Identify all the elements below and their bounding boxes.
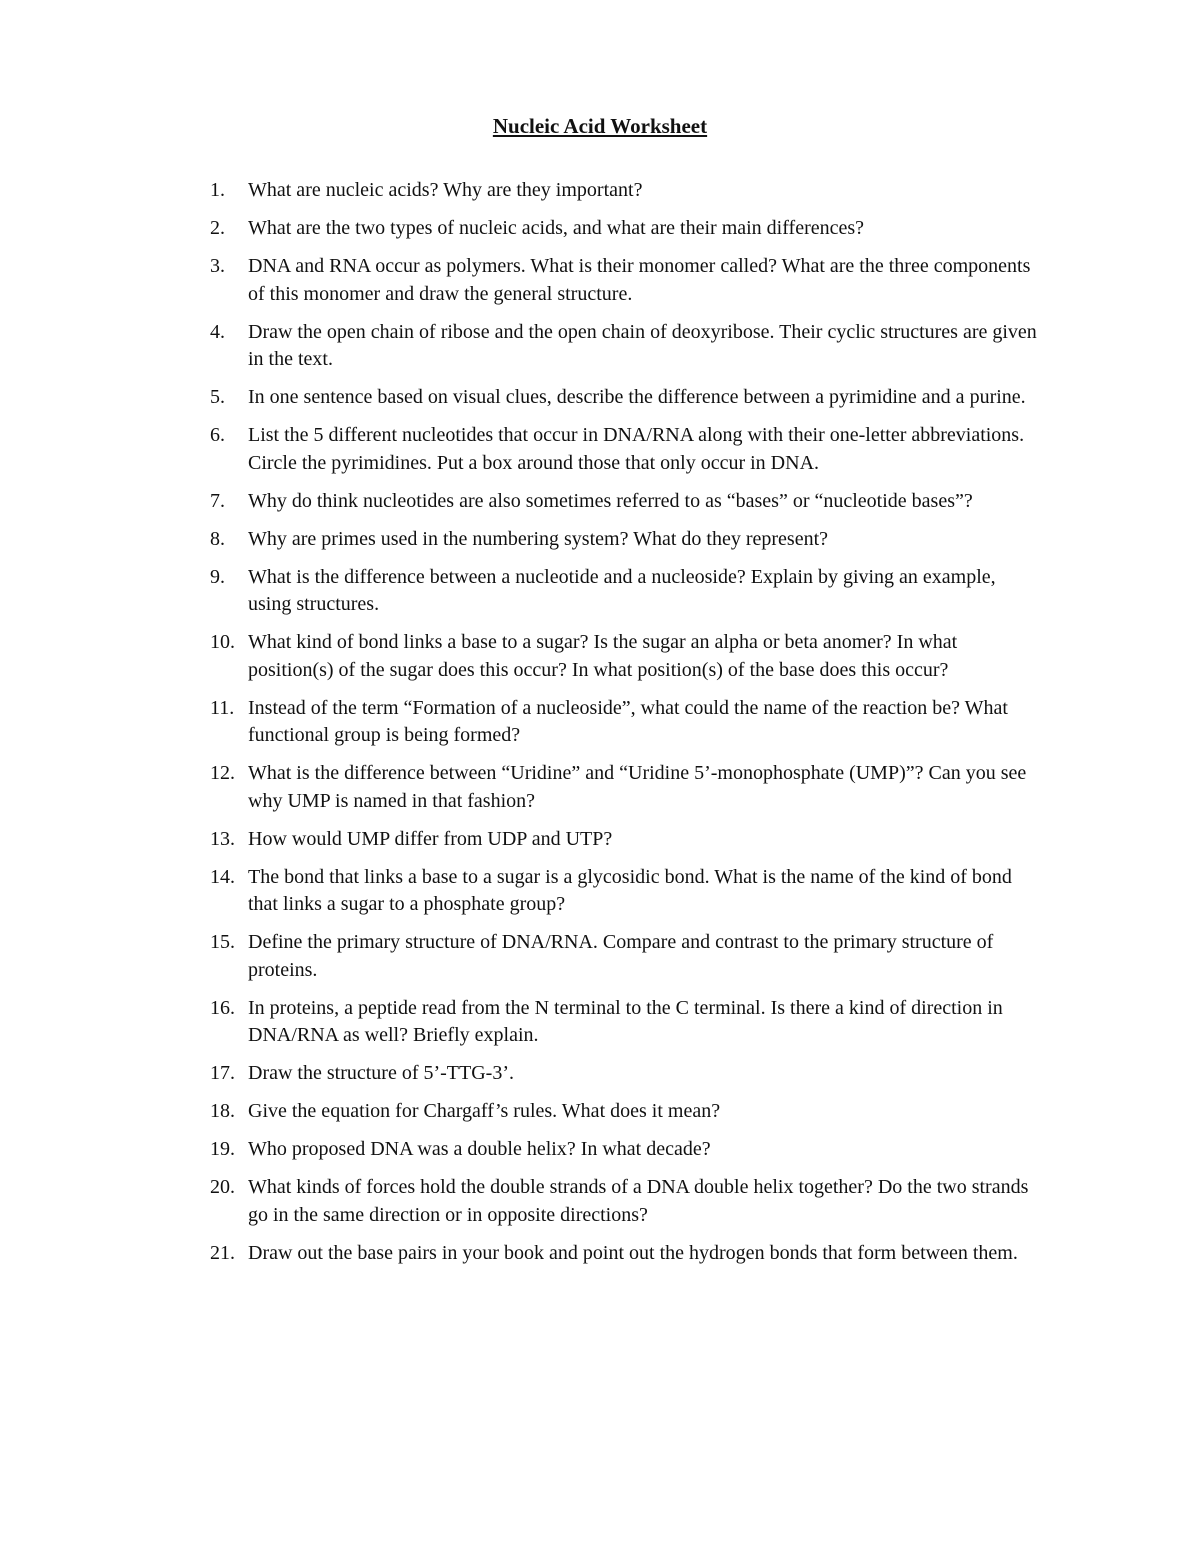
question-text: Instead of the term “Formation of a nucleoside”, what could the name of the reaction be? What functional group is being formed? [248, 696, 1008, 746]
question-number: 2. [210, 217, 225, 239]
question-item [210, 929, 1040, 984]
question-number: 3. [210, 255, 225, 277]
question-text: List the 5 different nucleotides that occur in DNA/RNA along with their one-letter abbreviations. Circle the pyrimidines. Put a box around those that only occur in DNA. [248, 424, 1025, 474]
question-text: In proteins, a peptide read from the N terminal to the C terminal. Is there a kind of direction in DNA/RNA as well? Briefly explain. [248, 996, 1003, 1046]
question-text: Why are primes used in the numbering system? What do they represent? [248, 527, 829, 550]
question-item [210, 1174, 1040, 1229]
question-item [210, 526, 1040, 554]
question-text: Draw the open chain of ribose and the open chain of deoxyribose. Their cyclic structures are given in the text. [248, 320, 1037, 370]
question-text: What kinds of forces hold the double strands of a DNA double helix together? Do the two strands go in the same direction or in opposite directions? [248, 1176, 1029, 1226]
question-item [210, 564, 1040, 619]
question-number: 7. [210, 489, 225, 512]
question-item [210, 1060, 1040, 1088]
question-item [210, 488, 1040, 516]
question-item [210, 864, 1040, 919]
question-number: 18. [210, 1100, 235, 1122]
question-item [210, 1240, 1040, 1268]
question-text: Why do think nucleotides are also sometimes referred to as “bases” or “nucleotide bases”? [248, 489, 973, 512]
question-text: Who proposed DNA was a double helix? In what decade? [248, 1138, 711, 1160]
question-text: The bond that links a base to a sugar is a glycosidic bond. What is the name of the kind of bond that links a sugar to a phosphate group? [248, 865, 1012, 915]
question-number: 4. [210, 320, 225, 343]
document-title: Nucleic Acid Worksheet [492, 114, 708, 138]
question-number: 21. [210, 1241, 235, 1264]
question-text: What are the two types of nucleic acids, and what are their main differences? [248, 217, 865, 239]
question-number: 12. [210, 762, 235, 784]
question-number: 20. [210, 1176, 235, 1198]
question-number: 15. [210, 931, 235, 953]
question-number: 9. [210, 565, 225, 588]
question-item [210, 1098, 1040, 1126]
question-text: In one sentence based on visual clues, describe the difference between a pyrimidine and a purine. [248, 386, 1026, 408]
question-number: 10. [210, 631, 235, 653]
question-text: What is the difference between a nucleotide and a nucleoside? Explain by giving an example, using structures. [248, 565, 996, 615]
question-item [210, 629, 1040, 684]
question-text: Define the primary structure of DNA/RNA. Compare and contrast to the primary structure of proteins. [248, 931, 994, 981]
question-text: What kind of bond links a base to a sugar? Is the sugar an alpha or beta anomer? In what position(s) of the sugar does this occur? In what position(s) of the base does this occur? [248, 631, 958, 681]
question-text: What are nucleic acids? Why are they important? [248, 179, 643, 201]
question-item [210, 422, 1040, 477]
question-text: Draw the structure of 5’-TTG-3’. [248, 1062, 515, 1084]
question-number: 17. [210, 1062, 235, 1084]
question-item [210, 177, 1040, 205]
question-item [210, 695, 1040, 750]
question-text: Give the equation for Chargaff’s rules. What does it mean? [248, 1100, 721, 1122]
question-text: Draw out the base pairs in your book and point out the hydrogen bonds that form between them. [248, 1241, 1018, 1264]
question-number: 1. [210, 179, 225, 201]
question-number: 6. [210, 424, 225, 446]
question-number: 19. [210, 1138, 235, 1160]
question-item [210, 215, 1040, 243]
question-number: 5. [210, 386, 225, 408]
question-text: How would UMP differ from UDP and UTP? [248, 827, 613, 850]
question-item [210, 995, 1040, 1050]
question-number: 14. [210, 865, 235, 888]
question-item [210, 1136, 1040, 1164]
question-number: 8. [210, 527, 225, 550]
question-list [210, 177, 1040, 1278]
question-item [210, 384, 1040, 412]
question-item [210, 826, 1040, 854]
question-item [210, 760, 1040, 815]
question-text: DNA and RNA occur as polymers. What is their monomer called? What are the three components of this monomer and draw the general structure. [248, 255, 1031, 305]
question-text: What is the difference between “Uridine” and “Uridine 5’-monophosphate (UMP)”? Can you see why UMP is named in that fashion? [248, 762, 1027, 812]
question-number: 13. [210, 827, 235, 850]
question-number: 16. [210, 996, 235, 1019]
question-number: 11. [210, 696, 235, 719]
question-item [210, 253, 1040, 308]
question-item [210, 319, 1040, 374]
